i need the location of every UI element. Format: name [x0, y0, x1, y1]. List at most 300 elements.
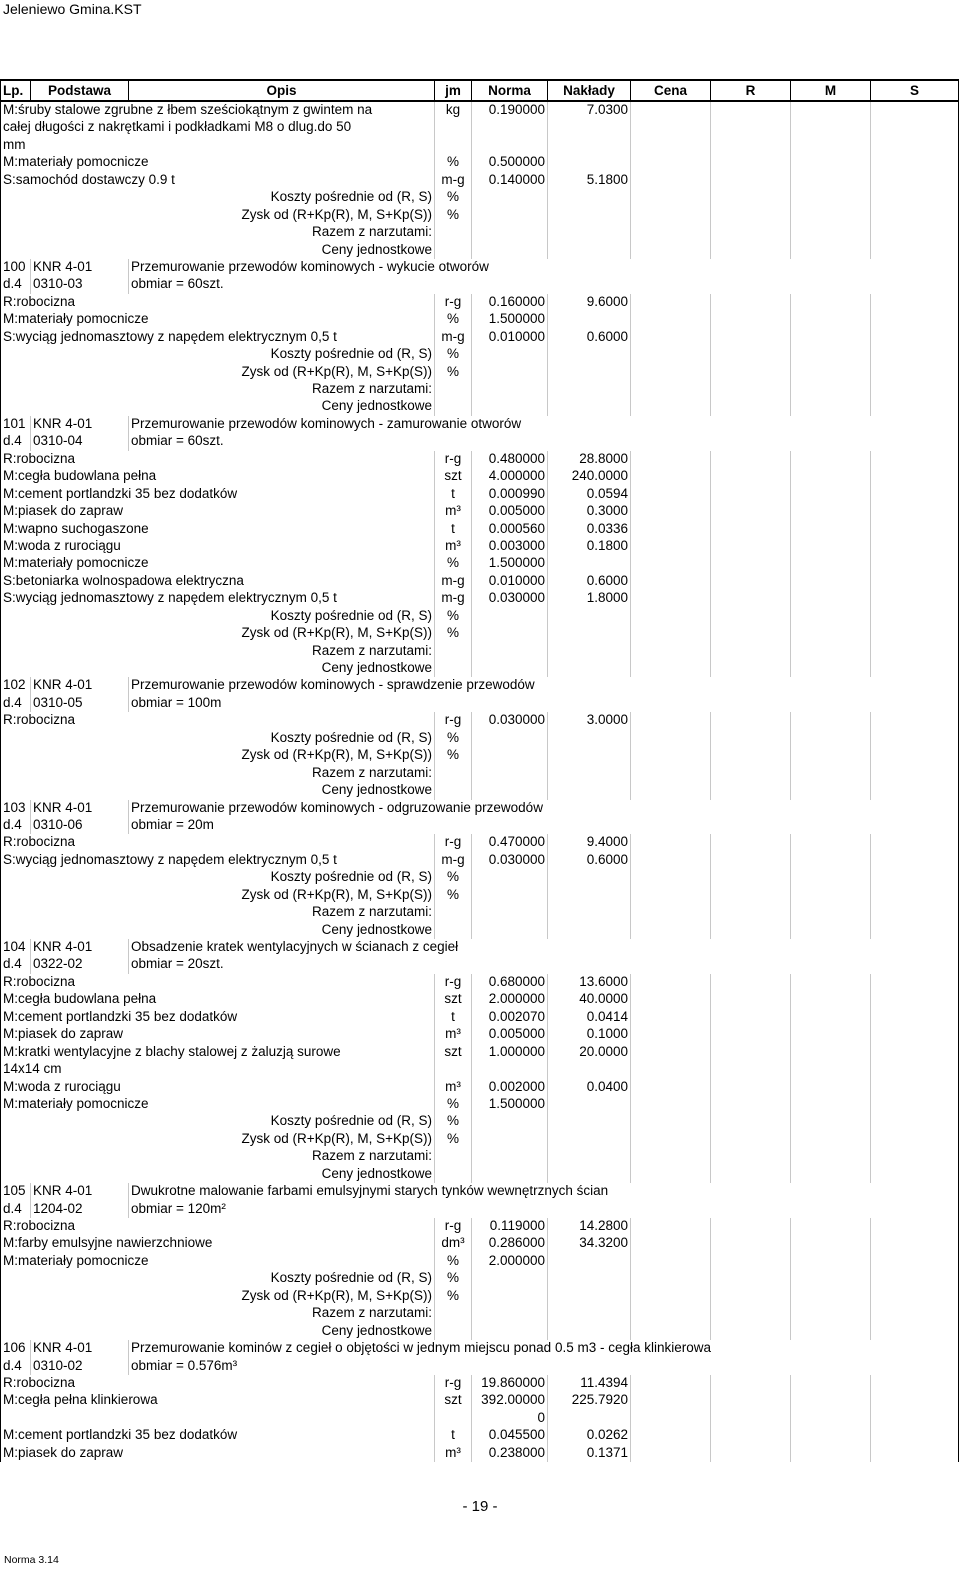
cell-r: [711, 1131, 791, 1148]
position-row: [1, 800, 959, 817]
cell-jm: [435, 1166, 472, 1183]
table-row: [1, 590, 959, 607]
cell-lp: d.4: [1, 276, 31, 293]
cell-naklady: [548, 1288, 631, 1305]
cell-r: [711, 1044, 791, 1061]
cell-s: [871, 747, 959, 764]
table-row: [1, 101, 959, 119]
cell-norma: 0.140000: [472, 172, 548, 189]
cell-r: [711, 451, 791, 468]
cell-s: [871, 364, 959, 381]
table-row: [1, 573, 959, 590]
cell-opis: M:farby emulsyjne nawierzchniowe: [1, 1235, 435, 1252]
cell-cena: [631, 765, 711, 782]
cost-estimate-table: [0, 79, 959, 1462]
cell-cena: [631, 154, 711, 171]
cell-s: [871, 486, 959, 503]
page-number: - 19 -: [462, 1498, 498, 1515]
cell-cena: [631, 1166, 711, 1183]
cell-r: [711, 521, 791, 538]
cell-m: [791, 398, 871, 415]
cell-norma: 0.010000: [472, 329, 548, 346]
cell-naklady: 9.4000: [548, 834, 631, 851]
cell-norma: [472, 625, 548, 642]
cell-r: [711, 1270, 791, 1287]
cell-r: [711, 242, 791, 259]
cell-r: [711, 922, 791, 939]
cell-m: [791, 119, 871, 136]
cell-jm: %: [435, 189, 472, 206]
footer-label: Norma 3.14: [4, 1554, 59, 1566]
summary-row: [1, 1270, 959, 1287]
cell-jm: t: [435, 1009, 472, 1026]
cell-cena: [631, 1044, 711, 1061]
cell-opis: obmiar = 100m: [129, 695, 959, 712]
cell-jm: %: [435, 1131, 472, 1148]
cell-naklady: [548, 1061, 631, 1078]
summary-row: [1, 1323, 959, 1340]
cell-opis: Ceny jednostkowe: [1, 660, 435, 677]
cell-s: [871, 1148, 959, 1165]
summary-row: [1, 660, 959, 677]
cell-jm: [435, 922, 472, 939]
cell-s: [871, 887, 959, 904]
cell-jm: [435, 398, 472, 415]
table-row: [1, 1392, 959, 1409]
cell-cena: [631, 468, 711, 485]
summary-row: [1, 625, 959, 642]
cell-s: [871, 1026, 959, 1043]
cell-m: [791, 1113, 871, 1130]
cell-m: [791, 643, 871, 660]
cell-m: [791, 329, 871, 346]
cell-r: [711, 311, 791, 328]
cell-s: [871, 1113, 959, 1130]
cell-naklady: [548, 904, 631, 921]
table-row: [1, 555, 959, 572]
cell-m: [791, 1270, 871, 1287]
cell-opis: M:wapno suchogaszone: [1, 521, 435, 538]
cell-opis: Koszty pośrednie od (R, S): [1, 869, 435, 886]
cell-s: [871, 346, 959, 363]
cell-s: [871, 1392, 959, 1409]
cell-jm: m-g: [435, 590, 472, 607]
cell-norma: [472, 1131, 548, 1148]
cell-s: [871, 207, 959, 224]
cell-r: [711, 643, 791, 660]
cell-cena: [631, 782, 711, 799]
cell-norma: 19.860000: [472, 1375, 548, 1392]
cell-opis: M:piasek do zapraw: [1, 1026, 435, 1043]
cell-opis: R:robocizna: [1, 1375, 435, 1392]
cell-cena: [631, 991, 711, 1008]
cell-jm: kg: [435, 101, 472, 119]
cell-naklady: [548, 381, 631, 398]
cell-norma: 0.480000: [472, 451, 548, 468]
cell-r: [711, 869, 791, 886]
col-header-opis: Opis: [129, 80, 435, 101]
table-row: [1, 1410, 959, 1427]
cell-jm: [435, 1061, 472, 1078]
cell-s: [871, 137, 959, 154]
cell-opis: Koszty pośrednie od (R, S): [1, 346, 435, 363]
summary-row: [1, 364, 959, 381]
cell-s: [871, 398, 959, 415]
cell-cena: [631, 834, 711, 851]
cell-jm: m³: [435, 1445, 472, 1462]
cell-opis: Razem z narzutami:: [1, 643, 435, 660]
cell-opis: obmiar = 0.576m³: [129, 1358, 959, 1375]
cell-norma: 2.000000: [472, 1253, 548, 1270]
cell-cena: [631, 224, 711, 241]
cell-cena: [631, 521, 711, 538]
cell-norma: [472, 660, 548, 677]
cell-opis: Ceny jednostkowe: [1, 922, 435, 939]
cell-jm: %: [435, 1288, 472, 1305]
cell-r: [711, 1148, 791, 1165]
cell-r: [711, 189, 791, 206]
cell-s: [871, 922, 959, 939]
cell-naklady: 3.0000: [548, 712, 631, 729]
cell-opis: R:robocizna: [1, 451, 435, 468]
cell-norma: [472, 1323, 548, 1340]
cell-m: [791, 311, 871, 328]
cell-cena: [631, 311, 711, 328]
cell-norma: [472, 904, 548, 921]
cell-s: [871, 608, 959, 625]
cell-jm: r-g: [435, 712, 472, 729]
position-row: [1, 276, 959, 293]
cell-opis: Zysk od (R+Kp(R), M, S+Kp(S)): [1, 207, 435, 224]
cell-norma: [472, 381, 548, 398]
cell-naklady: [548, 730, 631, 747]
cell-s: [871, 1323, 959, 1340]
cell-r: [711, 1375, 791, 1392]
table-row: [1, 1235, 959, 1252]
summary-row: [1, 904, 959, 921]
cell-opis: M:śruby stalowe zgrubne z łbem sześciokątnym z gwintem na: [1, 101, 435, 119]
cell-opis: M:cement portlandzki 35 bez dodatków: [1, 1009, 435, 1026]
cell-s: [871, 503, 959, 520]
table-row: [1, 1445, 959, 1462]
position-row: [1, 939, 959, 956]
cell-cena: [631, 1392, 711, 1409]
cell-r: [711, 538, 791, 555]
cell-s: [871, 521, 959, 538]
cell-norma: [472, 1061, 548, 1078]
cell-norma: [472, 224, 548, 241]
cell-jm: %: [435, 625, 472, 642]
cell-norma: 0.005000: [472, 503, 548, 520]
cell-m: [791, 468, 871, 485]
cell-s: [871, 555, 959, 572]
cell-jm: m-g: [435, 573, 472, 590]
cell-m: [791, 381, 871, 398]
cell-r: [711, 1009, 791, 1026]
cell-s: [871, 834, 959, 851]
cell-r: [711, 381, 791, 398]
cell-jm: [435, 904, 472, 921]
cell-naklady: 0.1800: [548, 538, 631, 555]
cell-naklady: [548, 887, 631, 904]
cell-naklady: 240.0000: [548, 468, 631, 485]
cell-norma: 0.003000: [472, 538, 548, 555]
table-row: [1, 451, 959, 468]
cell-m: [791, 1235, 871, 1252]
cell-opis: obmiar = 60szt.: [129, 433, 959, 450]
cell-jm: [435, 1410, 472, 1427]
cell-jm: %: [435, 1270, 472, 1287]
cell-naklady: 28.8000: [548, 451, 631, 468]
cell-opis: R:robocizna: [1, 294, 435, 311]
cell-naklady: 0.3000: [548, 503, 631, 520]
cell-naklady: 0.0414: [548, 1009, 631, 1026]
cell-naklady: 0.6000: [548, 329, 631, 346]
cell-m: [791, 1288, 871, 1305]
cell-m: [791, 555, 871, 572]
cell-podstawa: KNR 4-01: [31, 416, 129, 433]
cell-cena: [631, 486, 711, 503]
cell-cena: [631, 1323, 711, 1340]
cell-s: [871, 189, 959, 206]
cell-r: [711, 137, 791, 154]
table-row: [1, 1375, 959, 1392]
table-row: [1, 1079, 959, 1096]
col-header-s: S: [871, 80, 959, 101]
cell-cena: [631, 294, 711, 311]
cell-s: [871, 119, 959, 136]
summary-row: [1, 224, 959, 241]
cell-naklady: 11.4394: [548, 1375, 631, 1392]
cell-m: [791, 974, 871, 991]
cell-cena: [631, 381, 711, 398]
cell-norma: [472, 608, 548, 625]
cell-s: [871, 224, 959, 241]
cell-naklady: 1.8000: [548, 590, 631, 607]
cell-cena: [631, 1410, 711, 1427]
cell-cena: [631, 1305, 711, 1322]
cell-podstawa: KNR 4-01: [31, 1340, 129, 1357]
cell-opis: R:robocizna: [1, 834, 435, 851]
cell-opis: Koszty pośrednie od (R, S): [1, 730, 435, 747]
cell-cena: [631, 712, 711, 729]
cell-r: [711, 625, 791, 642]
cell-naklady: 5.1800: [548, 172, 631, 189]
cell-opis: Obsadzenie kratek wentylacyjnych w ścianach z cegieł: [129, 939, 959, 956]
table-row: [1, 991, 959, 1008]
cell-podstawa: KNR 4-01: [31, 259, 129, 276]
cell-cena: [631, 1253, 711, 1270]
cell-naklady: 7.0300: [548, 101, 631, 119]
cell-m: [791, 1218, 871, 1235]
cell-jm: %: [435, 311, 472, 328]
cell-s: [871, 154, 959, 171]
cell-s: [871, 590, 959, 607]
cell-s: [871, 991, 959, 1008]
cell-opis: S:samochód dostawczy 0.9 t: [1, 172, 435, 189]
cell-cena: [631, 1096, 711, 1113]
cell-jm: dm³: [435, 1235, 472, 1252]
cell-norma: 1.500000: [472, 555, 548, 572]
cell-cena: [631, 747, 711, 764]
cell-r: [711, 224, 791, 241]
cell-r: [711, 1445, 791, 1462]
cell-lp: d.4: [1, 956, 31, 973]
cell-s: [871, 242, 959, 259]
table-row: [1, 311, 959, 328]
cell-r: [711, 119, 791, 136]
cell-opis: M:piasek do zapraw: [1, 1445, 435, 1462]
cell-s: [871, 904, 959, 921]
cell-opis: Przemurowanie kominów z cegieł o objętości w jednym miejscu ponad 0.5 m3 - cegła klinkierowa: [129, 1340, 959, 1357]
cell-naklady: [548, 364, 631, 381]
cell-norma: [472, 1288, 548, 1305]
cell-opis: obmiar = 120m²: [129, 1201, 959, 1218]
cell-jm: [435, 660, 472, 677]
cell-m: [791, 782, 871, 799]
table-row: [1, 294, 959, 311]
cell-r: [711, 852, 791, 869]
cell-r: [711, 503, 791, 520]
cell-cena: [631, 137, 711, 154]
cell-m: [791, 765, 871, 782]
cell-jm: szt: [435, 991, 472, 1008]
cell-lp: 103: [1, 800, 31, 817]
cell-podstawa: KNR 4-01: [31, 1183, 129, 1200]
cell-norma: [472, 207, 548, 224]
cell-cena: [631, 904, 711, 921]
cell-m: [791, 521, 871, 538]
cell-jm: %: [435, 730, 472, 747]
cell-r: [711, 1079, 791, 1096]
cell-r: [711, 765, 791, 782]
cell-m: [791, 660, 871, 677]
cell-opis: M:piasek do zapraw: [1, 503, 435, 520]
cell-naklady: [548, 207, 631, 224]
cell-jm: m³: [435, 1079, 472, 1096]
cell-opis: 14x14 cm: [1, 1061, 435, 1078]
summary-row: [1, 782, 959, 799]
summary-row: [1, 381, 959, 398]
cell-m: [791, 486, 871, 503]
cell-s: [871, 101, 959, 119]
cell-r: [711, 398, 791, 415]
cell-opis: Zysk od (R+Kp(R), M, S+Kp(S)): [1, 887, 435, 904]
cell-s: [871, 1166, 959, 1183]
cell-cena: [631, 974, 711, 991]
cell-cena: [631, 346, 711, 363]
cell-jm: m³: [435, 503, 472, 520]
cell-naklady: 0.1000: [548, 1026, 631, 1043]
document-title: Jeleniewo Gmina.KST: [3, 1, 142, 17]
cell-s: [871, 1288, 959, 1305]
cell-m: [791, 538, 871, 555]
cell-s: [871, 1218, 959, 1235]
cell-s: [871, 1305, 959, 1322]
cell-cena: [631, 887, 711, 904]
cell-jm: %: [435, 747, 472, 764]
cell-opis: S:wyciąg jednomasztowy z napędem elektrycznym 0,5 t: [1, 590, 435, 607]
cell-cena: [631, 172, 711, 189]
cell-opis: [1, 1410, 435, 1427]
cell-naklady: 14.2800: [548, 1218, 631, 1235]
cell-lp: 101: [1, 416, 31, 433]
cell-jm: m-g: [435, 329, 472, 346]
cell-opis: M:materiały pomocnicze: [1, 154, 435, 171]
cell-m: [791, 189, 871, 206]
cell-naklady: [548, 643, 631, 660]
cell-opis: R:robocizna: [1, 1218, 435, 1235]
table-row: [1, 1009, 959, 1026]
cell-s: [871, 1044, 959, 1061]
cell-cena: [631, 1427, 711, 1444]
cell-s: [871, 730, 959, 747]
cell-m: [791, 1096, 871, 1113]
cell-norma: 1.500000: [472, 1096, 548, 1113]
cell-podstawa: 0310-06: [31, 817, 129, 834]
cell-naklady: [548, 555, 631, 572]
summary-row: [1, 207, 959, 224]
cell-opis: M:cement portlandzki 35 bez dodatków: [1, 1427, 435, 1444]
cell-naklady: 9.6000: [548, 294, 631, 311]
cell-jm: [435, 1323, 472, 1340]
cell-podstawa: KNR 4-01: [31, 677, 129, 694]
cell-norma: 0.010000: [472, 573, 548, 590]
cell-r: [711, 1392, 791, 1409]
cell-opis: S:betoniarka wolnospadowa elektryczna: [1, 573, 435, 590]
cell-norma: 0.119000: [472, 1218, 548, 1235]
cell-m: [791, 1427, 871, 1444]
cell-naklady: [548, 765, 631, 782]
table-row: [1, 1427, 959, 1444]
table-row: [1, 154, 959, 171]
summary-row: [1, 1148, 959, 1165]
cell-lp: d.4: [1, 1201, 31, 1218]
cell-cena: [631, 329, 711, 346]
cell-lp: d.4: [1, 1358, 31, 1375]
cell-m: [791, 625, 871, 642]
table-row: [1, 521, 959, 538]
cell-r: [711, 590, 791, 607]
summary-row: [1, 1131, 959, 1148]
cell-m: [791, 224, 871, 241]
cell-s: [871, 329, 959, 346]
cell-opis: M:materiały pomocnicze: [1, 1253, 435, 1270]
cell-opis: Zysk od (R+Kp(R), M, S+Kp(S)): [1, 1288, 435, 1305]
cell-opis: Przemurowanie przewodów kominowych - wykucie otworów: [129, 259, 959, 276]
cell-naklady: [548, 1131, 631, 1148]
cell-r: [711, 573, 791, 590]
cell-r: [711, 329, 791, 346]
cell-jm: [435, 1305, 472, 1322]
cell-r: [711, 991, 791, 1008]
cell-norma: [472, 765, 548, 782]
cell-s: [871, 538, 959, 555]
cell-cena: [631, 1026, 711, 1043]
cell-opis: Razem z narzutami:: [1, 224, 435, 241]
cell-lp: 100: [1, 259, 31, 276]
cell-opis: M:cegła budowlana pełna: [1, 991, 435, 1008]
cell-naklady: [548, 1270, 631, 1287]
cell-s: [871, 1079, 959, 1096]
cell-norma: [472, 643, 548, 660]
cell-naklady: [548, 1323, 631, 1340]
cell-m: [791, 608, 871, 625]
cell-opis: M:woda z rurociągu: [1, 538, 435, 555]
cell-jm: %: [435, 887, 472, 904]
cell-norma: 0.238000: [472, 1445, 548, 1462]
cell-m: [791, 834, 871, 851]
